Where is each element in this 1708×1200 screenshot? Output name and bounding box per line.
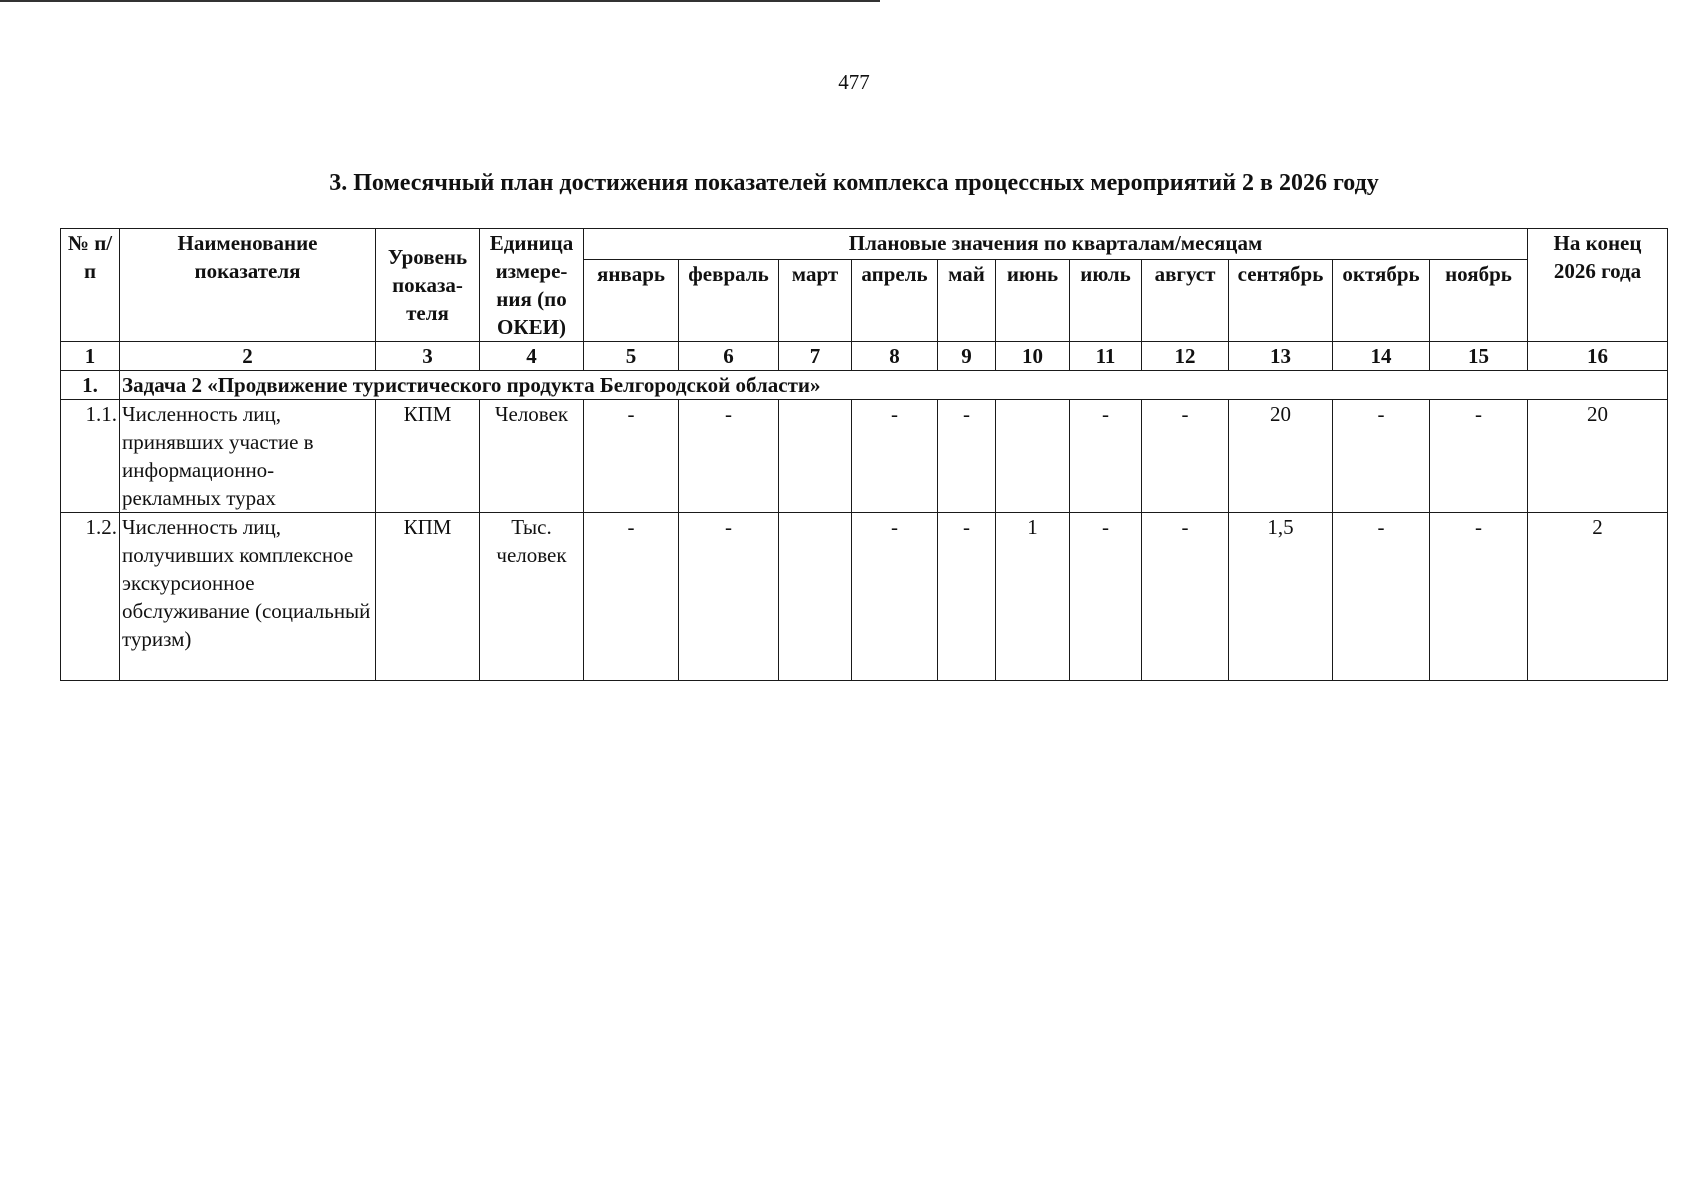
task-row xyxy=(61,371,1668,400)
column-number-row xyxy=(61,342,1668,371)
header-month-jul: июль xyxy=(1070,260,1142,342)
indicator-level: КПМ xyxy=(376,513,480,681)
column-number: 11 xyxy=(1070,342,1142,371)
header-month-oct: октябрь xyxy=(1333,260,1430,342)
value-jan: - xyxy=(584,513,679,681)
row-num: 1.2. xyxy=(61,513,120,681)
document-title: 3. Помесячный план достижения показателей комплекса процессных мероприятий 2 в 2026 году xyxy=(329,170,1379,196)
value-sep: 1,5 xyxy=(1229,513,1333,681)
value-jan: - xyxy=(584,400,679,513)
indicator-unit: Тыс. человек xyxy=(480,513,584,681)
header-end-of-year: На конец 2026 года xyxy=(1528,229,1668,342)
task-num: 1. xyxy=(61,371,120,400)
column-number: 15 xyxy=(1430,342,1528,371)
value-aug: - xyxy=(1142,400,1229,513)
value-sep: 20 xyxy=(1229,400,1333,513)
value-nov: - xyxy=(1430,513,1528,681)
header-month-nov: ноябрь xyxy=(1430,260,1528,342)
header-month-may: май xyxy=(938,260,996,342)
column-number: 8 xyxy=(852,342,938,371)
indicator-unit: Человек xyxy=(480,400,584,513)
column-number: 14 xyxy=(1333,342,1430,371)
header-num: № п/п xyxy=(61,229,120,342)
value-aug: - xyxy=(1142,513,1229,681)
table-row xyxy=(61,513,1668,681)
task-label: Задача 2 «Продвижение туристического продукта Белгородской области» xyxy=(120,371,1668,400)
header-name: Наименование показателя xyxy=(120,229,376,342)
value-end-of-year: 2 xyxy=(1528,513,1668,681)
column-number: 9 xyxy=(938,342,996,371)
header-month-sep: сентябрь xyxy=(1229,260,1333,342)
indicator-name: Численность лиц, принявших участие в информационно-рекламных турах xyxy=(120,400,376,513)
indicator-name: Численность лиц, получивших комплексное экскурсионное обслуживание (социальный туризм) xyxy=(120,513,376,681)
column-number: 10 xyxy=(996,342,1070,371)
top-rule xyxy=(0,0,880,2)
indicator-level: КПМ xyxy=(376,400,480,513)
row-num: 1.1. xyxy=(61,400,120,513)
value-jul: - xyxy=(1070,400,1142,513)
value-jun xyxy=(996,400,1070,513)
header-planned-values: Плановые значения по кварталам/месяцам xyxy=(584,229,1528,260)
column-number: 6 xyxy=(679,342,779,371)
column-number: 2 xyxy=(120,342,376,371)
value-feb: - xyxy=(679,400,779,513)
page-number: 477 xyxy=(838,70,870,94)
column-number: 12 xyxy=(1142,342,1229,371)
value-jul: - xyxy=(1070,513,1142,681)
indicator-plan-table xyxy=(60,228,1668,681)
value-oct: - xyxy=(1333,513,1430,681)
table-row xyxy=(61,400,1668,513)
header-unit: Единица измере-ния (по ОКЕИ) xyxy=(480,229,584,342)
value-end-of-year: 20 xyxy=(1528,400,1668,513)
column-number: 5 xyxy=(584,342,679,371)
header-month-mar: март xyxy=(779,260,852,342)
value-apr: - xyxy=(852,513,938,681)
column-number: 13 xyxy=(1229,342,1333,371)
header-month-aug: август xyxy=(1142,260,1229,342)
column-number: 4 xyxy=(480,342,584,371)
header-month-apr: апрель xyxy=(852,260,938,342)
header-month-feb: февраль xyxy=(679,260,779,342)
value-jun: 1 xyxy=(996,513,1070,681)
value-oct: - xyxy=(1333,400,1430,513)
column-number: 7 xyxy=(779,342,852,371)
column-number: 1 xyxy=(61,342,120,371)
column-number: 16 xyxy=(1528,342,1668,371)
header-month-jan: январь xyxy=(584,260,679,342)
value-apr: - xyxy=(852,400,938,513)
header-level: Уровень показа-теля xyxy=(376,229,480,342)
value-may: - xyxy=(938,513,996,681)
header-month-jun: июнь xyxy=(996,260,1070,342)
value-feb: - xyxy=(679,513,779,681)
value-mar xyxy=(779,513,852,681)
value-nov: - xyxy=(1430,400,1528,513)
column-number: 3 xyxy=(376,342,480,371)
value-mar xyxy=(779,400,852,513)
value-may: - xyxy=(938,400,996,513)
